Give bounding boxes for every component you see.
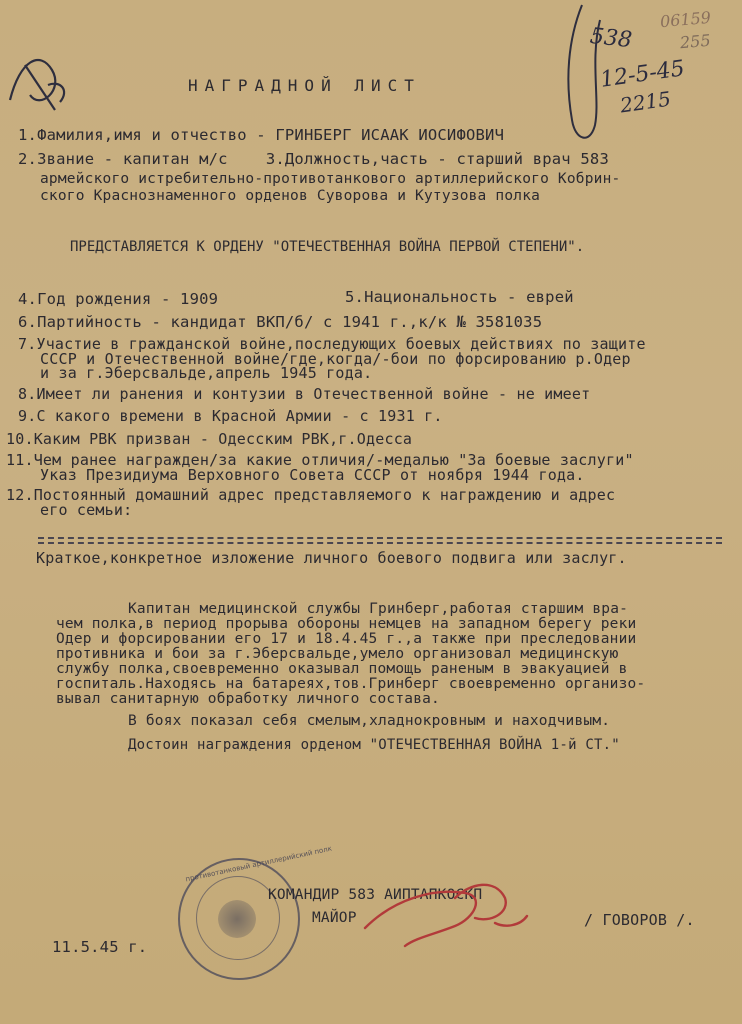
archive-mark-date: 12-5-45 (598, 56, 687, 93)
narrative-line: Одер и форсировании его 17 и 18.4.45 г.,а также при преследовании (56, 631, 637, 647)
field-5-nationality: 5.Национальность - еврей (345, 288, 574, 306)
archive-mark-left: 538 (588, 23, 634, 54)
field-8-wounds: 8.Имеет ли ранения и контузии в Отечественной войне - не имеет (18, 385, 591, 403)
narrative-line: чем полка,в период прорыва обороны немцев на западном берегу реки (56, 616, 637, 632)
section-divider-2 (38, 542, 722, 544)
signature-name: / ГОВОРОВ /. (584, 911, 695, 929)
field-1-name: 1.Фамилия,имя и отчество - ГРИНБЕРГ ИСААК ИОСИФОВИЧ (18, 126, 505, 144)
red-signature-icon (355, 868, 535, 958)
narrative-line: госпиталь.Находясь на батареях,тов.Гринберг своевременно организо- (56, 676, 646, 692)
summary-heading: Краткое,конкретное изложение личного боевого подвига или заслуг. (36, 549, 627, 567)
conclusion-line-2: Достоин награждения орденом "ОТЕЧЕСТВЕННАЯ ВОЙНА 1-й СТ." (128, 737, 620, 753)
presented-line: ПРЕДСТАВЛЯЕТСЯ К ОРДЕНУ "ОТЕЧЕСТВЕННАЯ ВОЙНА ПЕРВОЙ СТЕПЕНИ". (70, 239, 585, 255)
field-2-rank: 2.Звание - капитан м/с 3.Должность,часть - старший врач 583 (18, 150, 609, 168)
narrative-line: вывал санитарную обработку личного состава. (56, 691, 440, 707)
official-stamp (178, 844, 333, 980)
field-10-draft-office: 10.Каким РВК призван - Одесским РВК,г.Одесса (6, 430, 413, 448)
signature-rank: МАЙОР (312, 910, 357, 926)
conclusion-line-1: В боях показал себя смелым,хладнокровным и находчивым. (128, 713, 611, 729)
field-7-participation: 7.Участие в гражданской войне,последующих боевых действиях по защите (18, 335, 646, 353)
archive-mark-top: 06159 (659, 7, 712, 32)
field-11-continued: Указ Президиума Верховного Совета СССР от ноября 1944 года. (40, 466, 585, 484)
handwritten-scribble-icon (0, 40, 80, 120)
emblem-icon (218, 900, 256, 938)
handwritten-line-icon (560, 0, 620, 150)
field-7-continued-2: и за г.Эберсвальде,апрель 1945 года. (40, 364, 373, 382)
field-2-continued: армейского истребительно-противотанкового артиллерийского Кобрин- (40, 171, 621, 187)
signature-commander: КОМАНДИР 583 АИПТАПКОСКП (268, 887, 483, 903)
narrative-line: противника и бои за г.Эберсвальде,умело организовал медицинскую (56, 646, 619, 662)
field-12-address: 12.Постоянный домашний адрес представляемого к награждению и адрес (6, 486, 616, 504)
archive-mark-second: 255 (679, 30, 712, 53)
field-7-continued: СССР и Отечественной войне/где,когда/-бои по форсированию р.Одер (40, 350, 631, 368)
stamp-text: противотанковый артиллерийский полк (184, 844, 333, 884)
archive-mark-number: 2215 (618, 86, 673, 118)
document-date: 11.5.45 г. (52, 938, 148, 956)
narrative-line: службу полка,своевременно оказывал помощь раненым в эвакуацией в (56, 661, 628, 677)
section-divider (38, 537, 722, 539)
field-4-birth-year: 4.Год рождения - 1909 (18, 290, 219, 308)
field-2-continued-2: ского Краснознаменного орденов Суворова и Кутузова полка (40, 188, 541, 204)
narrative-line: Капитан медицинской службы Гринберг,работая старшим вра- (128, 601, 629, 617)
field-11-prior-awards: 11.Чем ранее награжден/за какие отличия/-медалью "За боевые заслуги" (6, 451, 634, 469)
field-9-service-start: 9.С какого времени в Красной Армии - с 1931 г. (18, 407, 443, 425)
page-title: НАГРАДНОЙ ЛИСТ (188, 76, 421, 95)
field-12-continued: его семьи: (40, 501, 133, 519)
field-6-party: 6.Партийность - кандидат ВКП/б/ с 1941 г.,к/к № 3581035 (18, 313, 543, 331)
